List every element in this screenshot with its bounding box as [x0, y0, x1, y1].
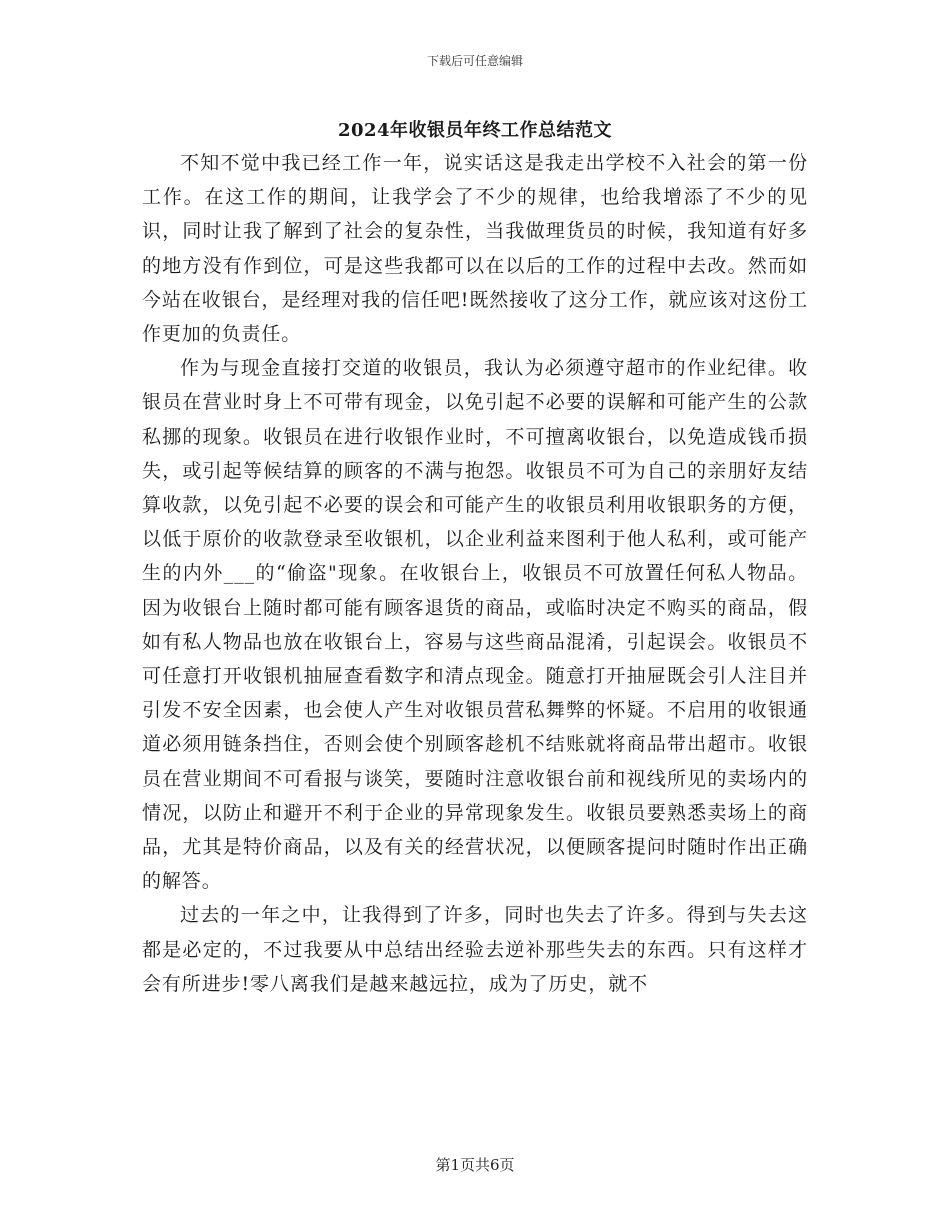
page-number-footer: 第1页共6页: [435, 1156, 515, 1174]
page-header-note: 下载后可任意编辑: [426, 54, 523, 68]
body-paragraph-1: 不知不觉中我已经工作一年，说实话这是我走出学校不入社会的第一份工作。在这工作的期间，让我学会了不少的规律，也给我增添了不少的见识，同时让我了解到了社会的复杂性，当我做理货员的时候，我知道有好多的地方没有作到位，可是这些我都可以在以后的工作的过程中去改。然而如今站在收银台，是经理对我的信任吧!既然接收了这分工作，就应该对这份工作更加的负责任。: [142, 152, 808, 346]
document-title: 2024年收银员年终工作总结范文: [337, 120, 613, 141]
document-body: [142, 146, 808, 1001]
body-paragraph-3: 过去的一年之中，让我得到了许多，同时也失去了许多。得到与失去这都是必定的，不过我要从中总结出经验去逆补那些失去的东西。只有这样才会有所进步!零八离我们是越来越远拉，成为了历史，就不: [142, 904, 808, 995]
body-paragraph-2: 作为与现金直接打交道的收银员，我认为必须遵守超市的作业纪律。收银员在营业时身上不可带有现金，以免引起不必要的误解和可能产生的公款私挪的现象。收银员在进行收银作业时，不可擅离收银台，以免造成钱币损失，或引起等候结算的顾客的不满与抱怨。收银员不可为自己的亲朋好友结算收款，以免引起不必要的误会和可能产生的收银员利用收银职务的方便，以低于原价的收款登录至收银机，以企业利益来图利于他人私利，或可能产生的内外___的“偷盗"现象。在收银台上，收银员不可放置任何私人物品。因为收银台上随时都可能有顾客退货的商品，或临时决定不购买的商品，假如有私人物品也放在收银台上，容易与这些商品混淆，引起误会。收银员不可任意打开收银机抽屉查看数字和清点现金。随意打开抽屉既会引人注目并引发不安全因素，也会使人产生对收银员营私舞弊的怀疑。不启用的收银通道必须用链条挡住，否则会使个别顾客趁机不结账就将商品带出超市。收银员在营业期间不可看报与谈笑，要随时注意收银台前和视线所见的卖场内的情况，以防止和避开不利于企业的异常现象发生。收银员要熟悉卖场上的商品，尤其是特价商品，以及有关的经营状况，以便顾客提问时随时作出正确的解答。: [142, 357, 808, 893]
